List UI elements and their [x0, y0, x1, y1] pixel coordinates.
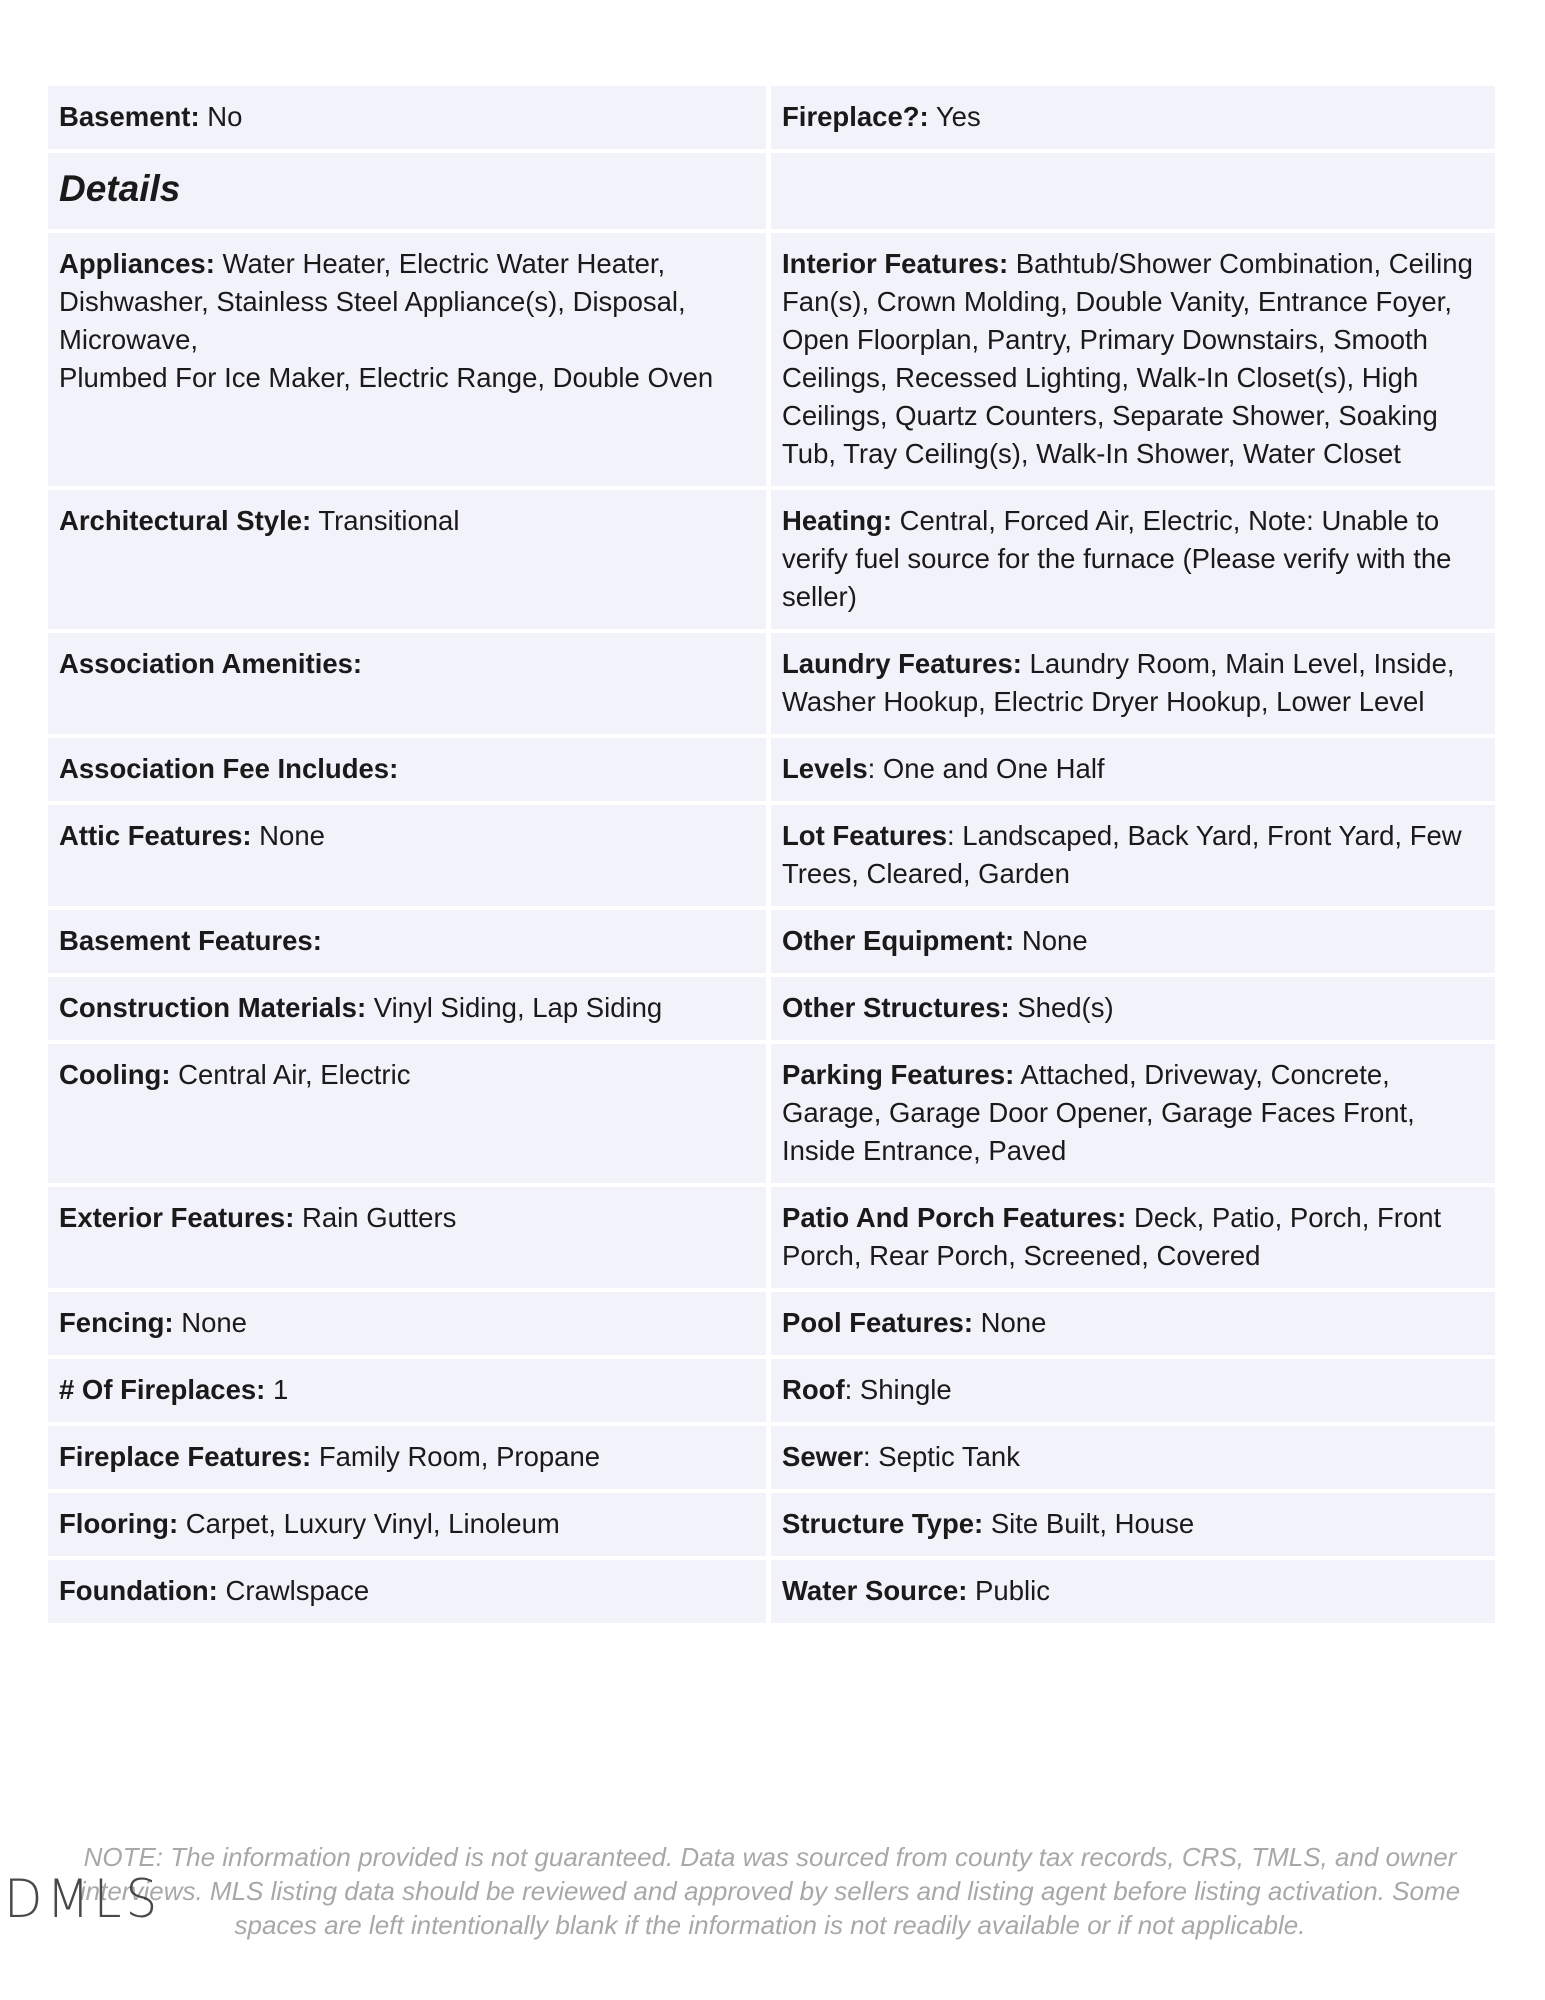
field-label: Roof — [782, 1374, 845, 1405]
field-value: Vinyl Siding, Lap Siding — [366, 992, 663, 1023]
field-attic-features — [48, 805, 771, 910]
field-value: None — [173, 1307, 247, 1338]
field-interior-features — [771, 233, 1495, 490]
field-value: Family Room, Propane — [311, 1441, 601, 1472]
field-value: Bathtub/Shower Combination, Ceiling Fan(s), Crown Molding, Double Vanity, Entrance Foyer, Open Floorplan, Pantry, Primary Downstairs, Smooth Ceilings, Recessed Lighting, Walk-In Closet(s), High Ceilings, Quartz Counters, Separate Shower, Soaking Tub, Tray Ceiling(s), Walk-In Shower, Water Closet — [782, 248, 1473, 469]
field-label: Sewer — [782, 1441, 864, 1472]
field-value: None — [1014, 925, 1088, 956]
field-value: Central Air, Electric — [170, 1059, 411, 1090]
field-label: Architectural Style: — [59, 505, 312, 536]
field-value: : Septic Tank — [863, 1441, 1020, 1472]
field-levels — [771, 738, 1495, 805]
field-label: Laundry Features: — [782, 648, 1022, 679]
field-other-equipment — [771, 910, 1495, 977]
field-label: Flooring: — [59, 1508, 179, 1539]
field-laundry-features — [771, 633, 1495, 738]
field-label: Association Fee Includes: — [59, 753, 399, 784]
field-value: None — [251, 820, 325, 851]
dmls-logo: DMLS — [4, 1868, 162, 1930]
field-value: Rain Gutters — [294, 1202, 457, 1233]
field-label: Attic Features: — [59, 820, 252, 851]
field-association-amenities — [48, 633, 771, 738]
field-value: Site Built, House — [983, 1508, 1195, 1539]
field-cooling — [48, 1044, 771, 1187]
field-number-of-fireplaces — [48, 1359, 771, 1426]
field-value: Yes — [928, 101, 981, 132]
field-label: Association Amenities: — [59, 648, 363, 679]
field-label: Interior Features: — [782, 248, 1009, 279]
field-lot-features — [771, 805, 1495, 910]
field-value: Central, Forced Air, Electric, Note: Unable to verify fuel source for the furnace (Please verify with the seller) — [782, 505, 1452, 612]
field-value: Laundry Room, Main Level, Inside, Washer Hookup, Electric Dryer Hookup, Lower Level — [782, 648, 1455, 717]
field-basement-features — [48, 910, 771, 977]
field-sewer — [771, 1426, 1495, 1493]
field-heating — [771, 490, 1495, 633]
field-label: Exterior Features: — [59, 1202, 295, 1233]
field-fireplace-features — [48, 1426, 771, 1493]
field-pool-features — [771, 1292, 1495, 1359]
field-label: Parking Features: — [782, 1059, 1015, 1090]
field-label: Lot Features — [782, 820, 948, 851]
field-value: Carpet, Luxury Vinyl, Linoleum — [178, 1508, 560, 1539]
field-value: 1 — [265, 1374, 289, 1405]
disclaimer-note: NOTE: The information provided is not guaranteed. Data was sourced from county tax records, CRS, TMLS, and owner interviews. MLS listing data should be reviewed and approved by sellers and listing agent before listing activation. Some spaces are left intentionally blank if the information is not readily available or if not applicable. — [79, 1842, 1461, 1940]
field-architectural-style — [48, 490, 771, 633]
field-label: Patio And Porch Features: — [782, 1202, 1127, 1233]
field-value: Deck, Patio, Porch, Front Porch, Rear Porch, Screened, Covered — [782, 1202, 1442, 1271]
field-label: Basement Features: — [59, 925, 322, 956]
field-appliances — [48, 233, 771, 490]
field-label: # Of Fireplaces: — [59, 1374, 266, 1405]
field-label: Structure Type: — [782, 1508, 984, 1539]
field-construction-materials — [48, 977, 771, 1044]
field-value: Attached, Driveway, Concrete, Garage, Garage Door Opener, Garage Faces Front, Inside Entrance, Paved — [782, 1059, 1415, 1166]
field-label: Heating: — [782, 505, 892, 536]
field-label: Other Structures: — [782, 992, 1010, 1023]
field-value: Crawlspace — [217, 1575, 370, 1606]
details-table — [48, 86, 1495, 1627]
field-value: : Landscaped, Back Yard, Front Yard, Few Trees, Cleared, Garden — [782, 820, 1462, 889]
field-patio-porch-features — [771, 1187, 1495, 1292]
field-value: None — [973, 1307, 1047, 1338]
field-other-structures — [771, 977, 1495, 1044]
field-parking-features — [771, 1044, 1495, 1187]
field-label: Foundation: — [59, 1575, 218, 1606]
field-label: Other Equipment: — [782, 925, 1015, 956]
field-label: Cooling: — [59, 1059, 171, 1090]
field-value: Transitional — [311, 505, 460, 536]
field-water-source — [771, 1560, 1495, 1627]
field-label: Fencing: — [59, 1307, 174, 1338]
field-value: No — [199, 101, 243, 132]
field-label: Appliances: — [59, 248, 215, 279]
field-label: Basement: — [59, 101, 200, 132]
field-label: Fireplace?: — [782, 101, 929, 132]
section-heading-cell — [48, 153, 771, 233]
field-roof — [771, 1359, 1495, 1426]
field-label: Construction Materials: — [59, 992, 367, 1023]
field-label: Levels — [782, 753, 868, 784]
field-value: : One and One Half — [867, 753, 1105, 784]
section-title: Details — [59, 168, 181, 209]
field-label: Pool Features: — [782, 1307, 974, 1338]
field-value: Public — [967, 1575, 1050, 1606]
field-value: Water Heater, Electric Water Heater, Dishwasher, Stainless Steel Appliance(s), Disposal, Microwave, Plumbed For Ice Maker, Electric Range, Double Oven — [59, 248, 714, 393]
field-value: : Shingle — [844, 1374, 952, 1405]
section-heading-empty-cell — [771, 153, 1495, 233]
field-flooring — [48, 1493, 771, 1560]
field-label: Fireplace Features: — [59, 1441, 312, 1472]
field-fencing — [48, 1292, 771, 1359]
field-association-fee-includes — [48, 738, 771, 805]
field-value: Shed(s) — [1009, 992, 1114, 1023]
field-foundation — [48, 1560, 771, 1627]
field-label: Water Source: — [782, 1575, 968, 1606]
field-fireplace — [771, 86, 1495, 153]
field-basement — [48, 86, 771, 153]
field-structure-type — [771, 1493, 1495, 1560]
field-exterior-features — [48, 1187, 771, 1292]
